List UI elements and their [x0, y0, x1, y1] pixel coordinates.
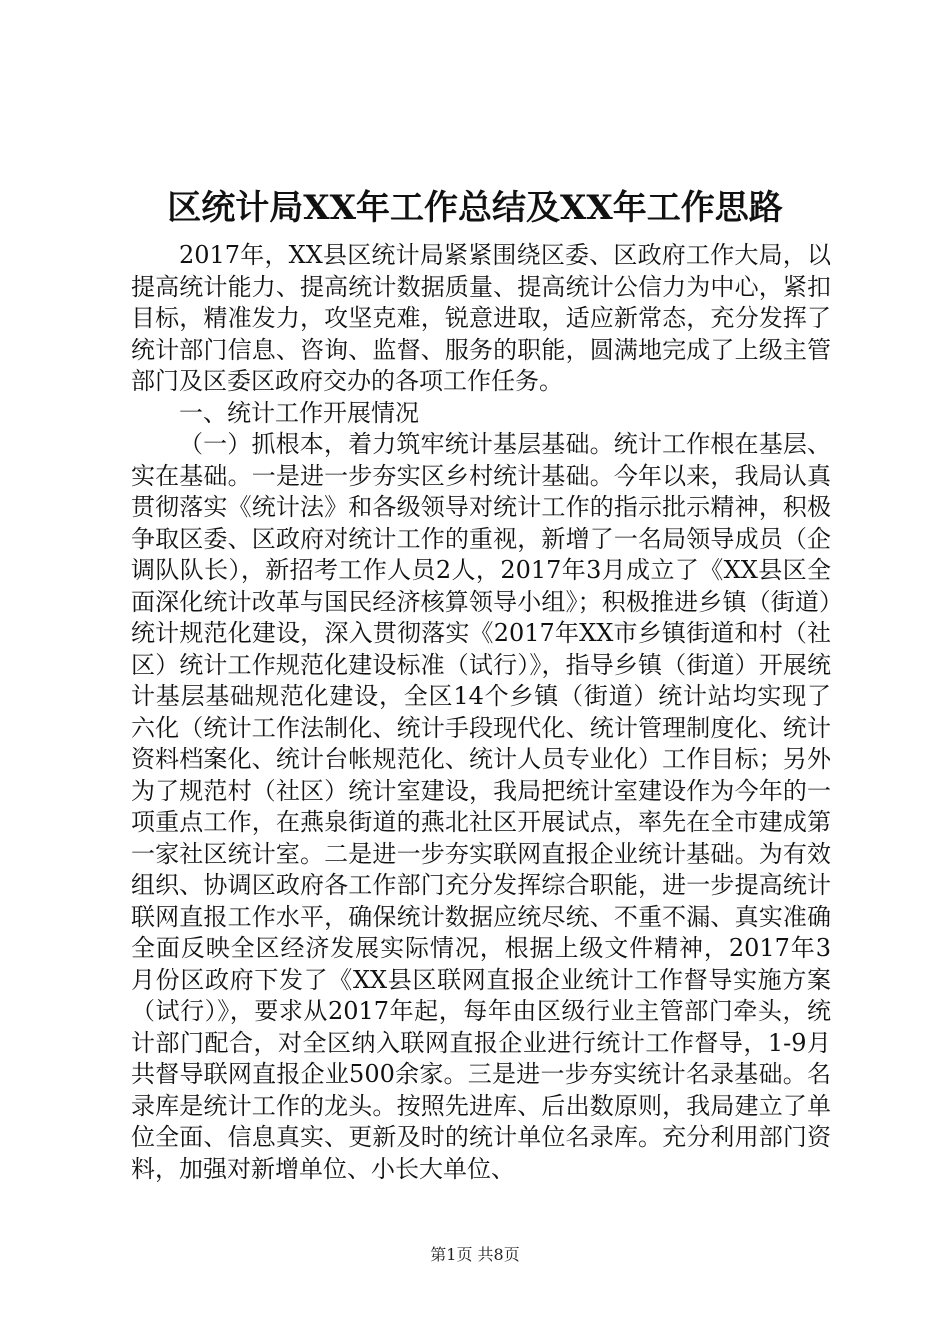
intro-paragraph: 2017年，XX县区统计局紧紧围绕区委、区政府工作大局，以提高统计能力、提高统计数据质量、提高统计公信力为中心，紧扣目标，精准发力，攻坚克难，锐意进取，适应新常态，充分发挥了统计部门信息、咨询、监督、服务的职能，圆满地完成了上级主管部门及区委区政府交办的各项工作任务。 — [131, 241, 831, 395]
section-heading: 一、统计工作开展情况 — [179, 398, 419, 427]
page-footer — [0, 1245, 950, 1265]
document-title: 区统计局XX年工作总结及XX年工作思路 — [167, 188, 783, 228]
body-paragraph: （一）抓根本，着力筑牢统计基层基础。统计工作根在基层、实在基础。一是进一步夯实区乡村统计基础。今年以来，我局认真贯彻落实《统计法》和各级领导对统计工作的指示批示精神，积极争取区委、区政府对统计工作的重视，新增了一名局领导成员（企调队队长），新招考工作人员2人，2017年3月成立了《XX县区全面深化统计改革与国民经济核算领导小组》；积极推进乡镇（街道）统计规范化建设，深入贯彻落实《2017年XX市乡镇街道和村（社区）统计工作规范化建设标准（试行）》，指导乡镇（街道）开展统计基层基础规范化建设，全区14个乡镇（街道）统计站均实现了六化（统计工作法制化、统计手段现代化、统计管理制度化、统计资料档案化、统计台帐规范化、统计人员专业化）工作目标；另外为了规范村（社区）统计室建设，我局把统计室建设作为今年的一项重点工作，在燕泉街道的燕北社区开展试点，率先在全市建成第一家社区统计室。二是进一步夯实联网直报企业统计基础。为有效组织、协调区政府各工作部门充分发挥综合职能，进一步提高统计联网直报工作水平，确保统计数据应统尽统、不重不漏、真实准确全面反映全区经济发展实际情况，根据上级文件精神，2017年3月份区政府下发了《XX县区联网直报企业统计工作督导实施方案（试行）》，要求从2017年起，每年由区级行业主管部门牵头，统计部门配合，对全区纳入联网直报企业进行统计工作督导，1-9月共督导联网直报企业500余家。三是进一步夯实统计名录基础。名录库是统计工作的龙头。按照先进库、后出数原则，我局建立了单位全面、信息真实、更新及时的统计单位名录库。充分利用部门资料，加强对新增单位、小长大单位、 — [131, 430, 831, 1183]
document-body — [131, 240, 831, 1185]
page-total: 共8页 — [477, 1245, 520, 1264]
page-number: 第1页 — [430, 1245, 473, 1264]
